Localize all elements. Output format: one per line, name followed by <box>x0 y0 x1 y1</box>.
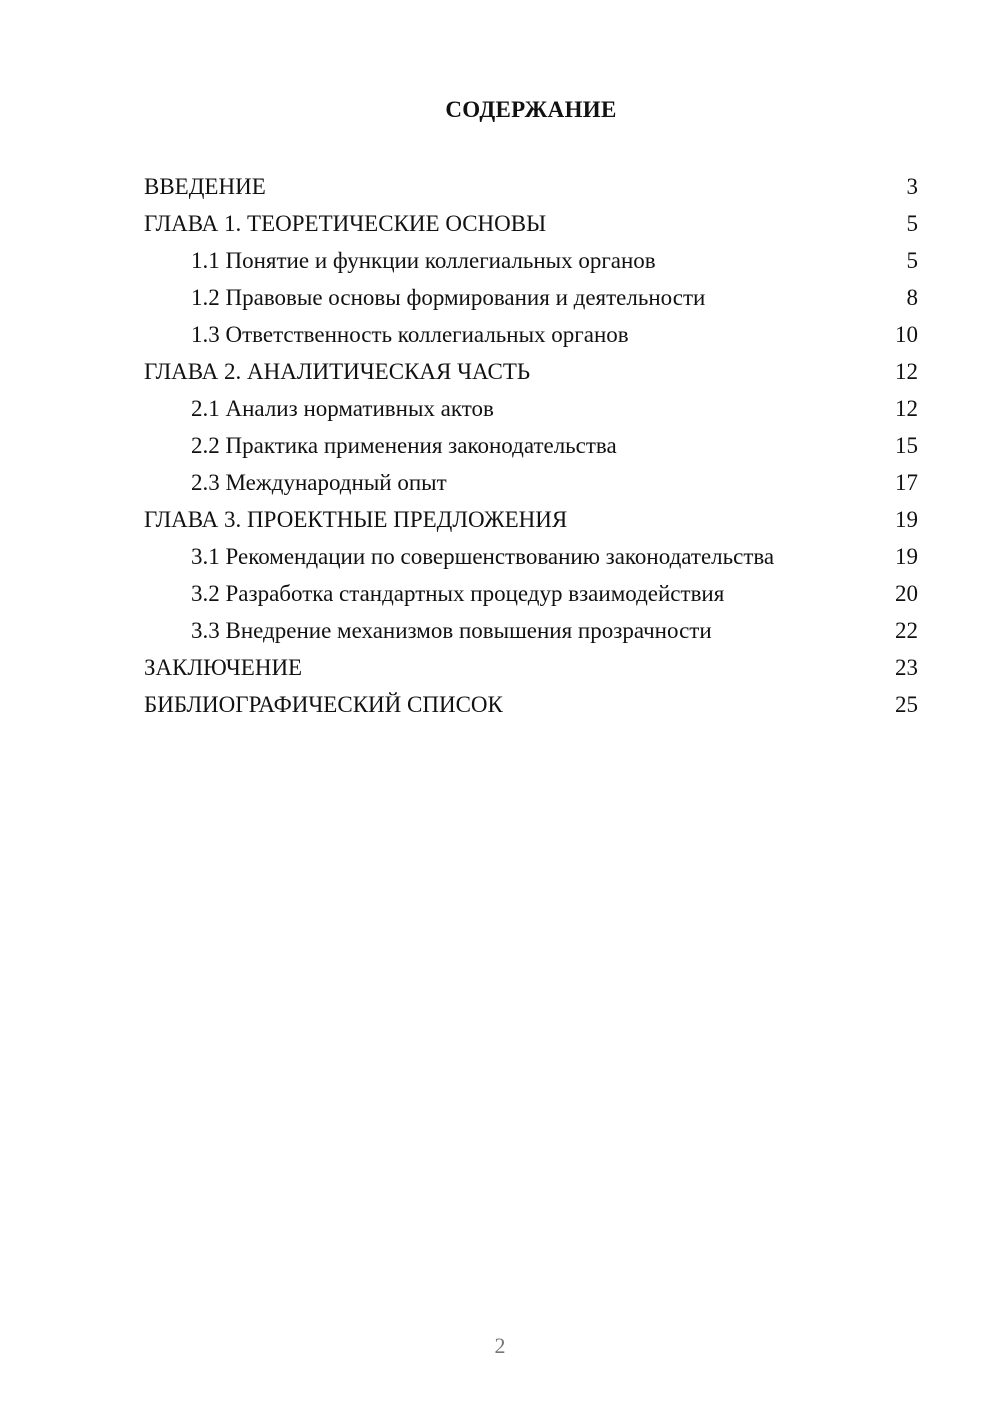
toc-entry-label: 1.3 Ответственность коллегиальных органов <box>191 322 629 347</box>
toc-entry-section-3-1[interactable] <box>144 538 918 575</box>
toc-entry-bibliography[interactable] <box>144 686 918 723</box>
toc-entry-label: 3.3 Внедрение механизмов повышения прозрачности <box>191 618 712 643</box>
toc-entry-label: ГЛАВА 3. ПРОЕКТНЫЕ ПРЕДЛОЖЕНИЯ <box>144 507 568 532</box>
toc-entry-page: 5 <box>906 248 918 273</box>
toc-entry-page: 19 <box>895 507 918 532</box>
toc-entry-page: 8 <box>906 285 918 310</box>
toc-entry-chapter-2[interactable] <box>144 353 918 390</box>
toc-entry-section-2-1[interactable] <box>144 390 918 427</box>
toc-entry-page: 19 <box>895 544 918 569</box>
toc-entry-page: 3 <box>906 174 918 199</box>
toc-entry-page: 10 <box>895 322 918 347</box>
toc-entry-page: 20 <box>895 581 918 606</box>
toc-entry-page: 25 <box>895 692 918 717</box>
toc-entry-chapter-3[interactable] <box>144 501 918 538</box>
page-number: 2 <box>494 1333 506 1358</box>
toc-entry-label: 2.1 Анализ нормативных актов <box>191 396 494 421</box>
toc-entry-section-1-3[interactable] <box>144 316 918 353</box>
toc-entry-label: ГЛАВА 1. ТЕОРЕТИЧЕСКИЕ ОСНОВЫ <box>144 211 547 236</box>
toc-entry-label: 2.3 Международный опыт <box>191 470 447 495</box>
toc-entry-section-3-2[interactable] <box>144 575 918 612</box>
toc-entry-label: ЗАКЛЮЧЕНИЕ <box>144 655 303 680</box>
toc-title: СОДЕРЖАНИЕ <box>445 97 617 122</box>
toc-entry-page: 15 <box>895 433 918 458</box>
toc-entry-label: 1.1 Понятие и функции коллегиальных органов <box>191 248 656 273</box>
toc-entry-conclusion[interactable] <box>144 649 918 686</box>
toc-entry-section-1-1[interactable] <box>144 242 918 279</box>
toc-entry-page: 23 <box>895 655 918 680</box>
toc-entry-label: 2.2 Практика применения законодательства <box>191 433 617 458</box>
toc-entry-page: 22 <box>895 618 918 643</box>
toc-entry-label: 1.2 Правовые основы формирования и деятельности <box>191 285 706 310</box>
toc-entry-label: ГЛАВА 2. АНАЛИТИЧЕСКАЯ ЧАСТЬ <box>144 359 531 384</box>
toc-entry-introduction[interactable] <box>144 168 918 205</box>
toc-entry-page: 5 <box>906 211 918 236</box>
toc-entry-label: БИБЛИОГРАФИЧЕСКИЙ СПИСОК <box>144 692 503 717</box>
toc-entry-label: 3.2 Разработка стандартных процедур взаимодействия <box>191 581 725 606</box>
toc-entry-page: 12 <box>895 396 918 421</box>
toc-entry-section-1-2[interactable] <box>144 279 918 316</box>
toc-entry-chapter-1[interactable] <box>144 205 918 242</box>
toc-entry-section-2-3[interactable] <box>144 464 918 501</box>
toc-entry-label: 3.1 Рекомендации по совершенствованию законодательства <box>191 544 775 569</box>
toc-entry-page: 12 <box>895 359 918 384</box>
toc-entry-section-2-2[interactable] <box>144 427 918 464</box>
toc-entry-section-3-3[interactable] <box>144 612 918 649</box>
toc-entry-label: ВВЕДЕНИЕ <box>144 174 266 199</box>
table-of-contents <box>144 168 918 723</box>
toc-entry-page: 17 <box>895 470 918 495</box>
